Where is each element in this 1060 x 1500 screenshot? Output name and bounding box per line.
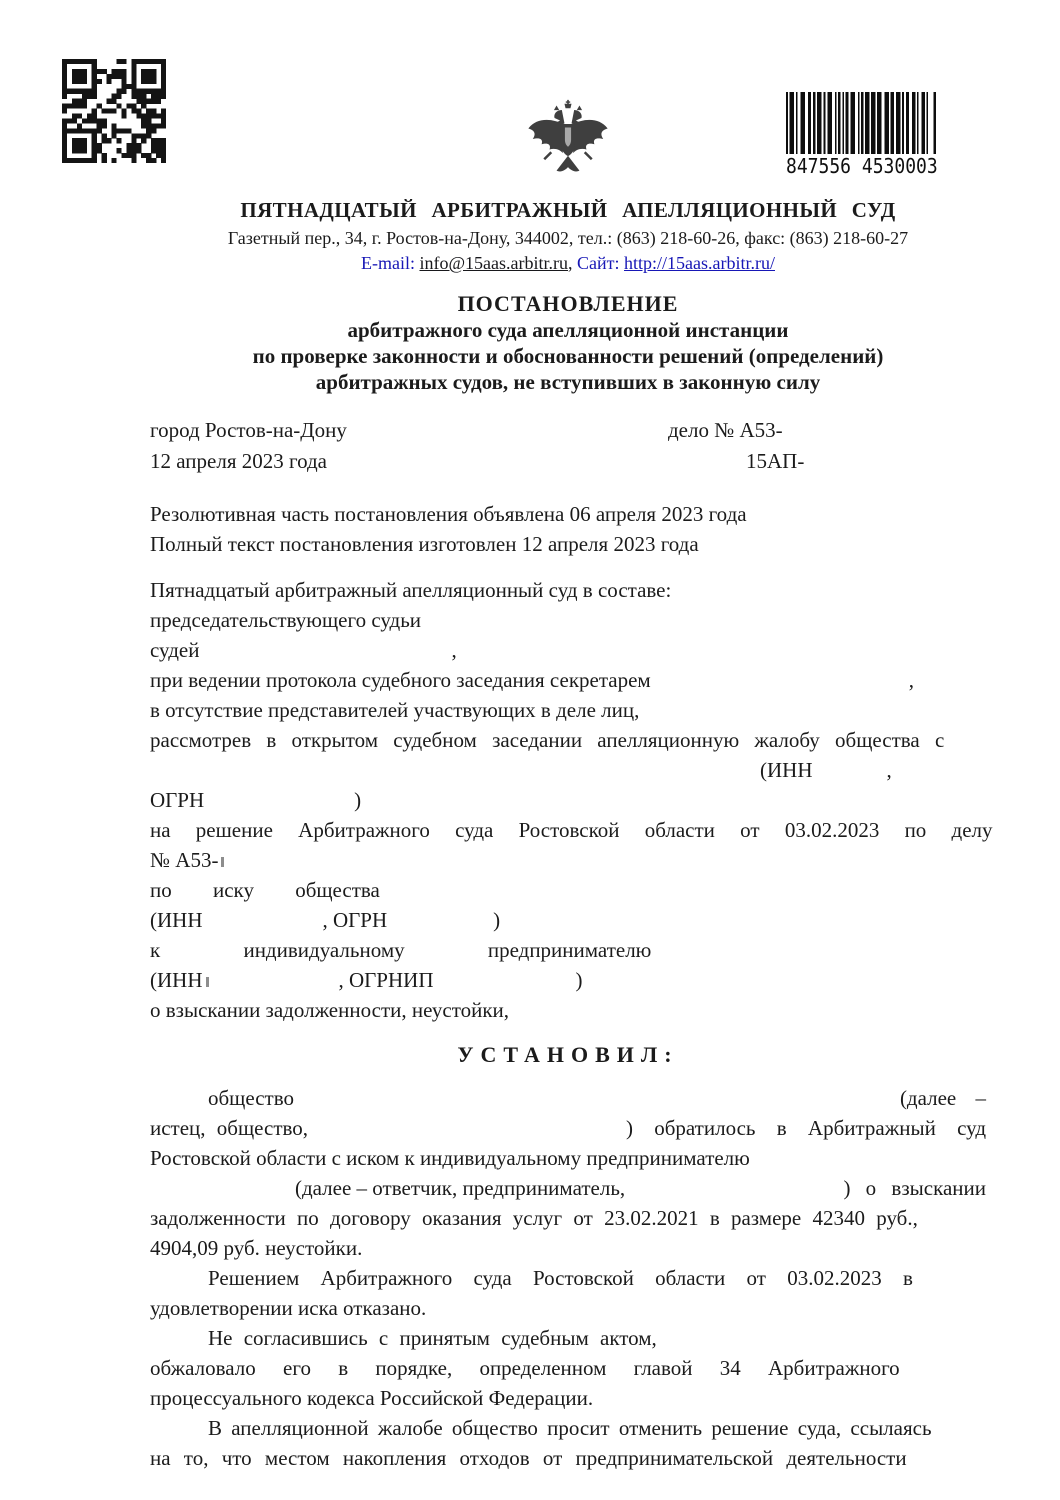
p2-l1-right: ) о взыскании (843, 1176, 986, 1200)
p1-l2-left: истец, общество, (150, 1116, 309, 1140)
ogrn-close: ) (354, 788, 362, 812)
p1-l1-right: (далее – (899, 1086, 986, 1110)
facts-p2-l3: 4904,09 руб. неустойки. (150, 1236, 363, 1260)
judges-comma: , (451, 638, 457, 662)
secretary-line (150, 665, 986, 695)
decision-date: 12 апреля 2023 года (150, 449, 327, 473)
barcode-digits: 847556 4530003 (786, 155, 938, 179)
absence-line: в отсутствие представителей участвующих в деле лиц, (150, 698, 640, 722)
document-subtitle-2: по проверке законности и обоснованности решений (определений) (252, 344, 884, 368)
court-address: Газетный пер., 34, г. Ростов-на-Дону, 344002, тел.: (863) 218-60-26, факс: (863) 218-60-27 (227, 228, 909, 248)
case-numbers (668, 415, 986, 477)
ogrn-label: ОГРН (150, 788, 205, 812)
p1-l2-right: ) обратилось в Арбитражный суд (625, 1116, 986, 1140)
ruling-heading: УСТАНОВИЛ: (457, 1042, 679, 1067)
full-text-line: Полный текст постановления изготовлен 12 апреля 2023 года (150, 532, 699, 556)
secretary-text: при ведении протокола судебного заседания секретарем (150, 668, 651, 692)
presiding-judge-line: председательствующего судьи (150, 608, 422, 632)
case-no-text: № А53- (150, 848, 219, 872)
claimant-line: по иску общества (150, 878, 380, 902)
respondent-line: к индивидуальному предпринимателю (150, 938, 652, 962)
coat-of-arms-icon (524, 98, 612, 180)
facts-p4-l1: Не согласившись с принятым судебным актом, (208, 1326, 657, 1350)
composition-intro: Пятнадцатый арбитражный апелляционный суд в составе: (150, 578, 672, 602)
p2-l1-left: (далее – ответчик, предприниматель, (295, 1176, 626, 1200)
facts-p2-l1 (150, 1173, 986, 1203)
judges-line (150, 635, 986, 665)
announcement-block (150, 499, 986, 559)
document-body (150, 198, 993, 1473)
facts-p3-l2: удовлетворении иска отказано. (150, 1296, 427, 1320)
court-name: ПЯТНАДЦАТЫЙ АРБИТРАЖНЫЙ АПЕЛЛЯЦИОННЫЙ СУД (240, 198, 896, 222)
claimant-inn-ogrn-line (150, 905, 986, 935)
appealed-decision-line: на решение Арбитражного суда Ростовской области от 03.02.2023 по делу (150, 818, 993, 842)
appellant-ogrn-line (150, 785, 986, 815)
redaction-artifact (221, 857, 224, 867)
site-label: Сайт: (577, 253, 625, 273)
claim-ogrn: , ОГРН (322, 908, 388, 932)
case-number: дело № А53- (668, 418, 783, 442)
barcode (786, 92, 938, 179)
contacts-separator: , (568, 253, 578, 273)
judges-label: судей (150, 638, 200, 662)
facts-block (150, 1083, 986, 1473)
resolutive-part-line: Резолютивная часть постановления объявлена 06 апреля 2023 года (150, 502, 747, 526)
claim-close: ) (493, 908, 501, 932)
city: город Ростов-на-Дону (150, 418, 347, 442)
court-contacts (150, 252, 986, 274)
facts-p5-l2: на то, что местом накопления отходов от предпринимательской деятельности (150, 1446, 907, 1470)
subject-line: о взыскании задолженности, неустойки, (150, 998, 510, 1022)
facts-p4-l3: процессуального кодекса Российской Федерации. (150, 1386, 594, 1410)
resp-ogrnip: , ОГРНИП (338, 968, 434, 992)
inn-open: (ИНН (760, 758, 813, 782)
facts-p1-l1 (150, 1083, 986, 1113)
qr-code-icon (62, 58, 166, 164)
resp-close: ) (575, 968, 583, 992)
document-subtitle-1: арбитражного суда апелляционной инстанции (347, 318, 789, 342)
case-no-line (150, 845, 986, 875)
email-link[interactable]: info@15aas.arbitr.ru (419, 253, 569, 273)
facts-p4-l2: обжаловало его в порядке, определенном главой 34 Арбитражного (150, 1356, 900, 1380)
document-subtitle-3: арбитражных судов, не вступивших в законную силу (315, 370, 821, 394)
email-label: E-mail: (360, 253, 420, 273)
facts-p1-l2 (150, 1113, 986, 1143)
composition-block (150, 575, 993, 1025)
p1-l1-left: общество (208, 1086, 294, 1110)
facts-p1-l3: Ростовской области с иском к индивидуальному предпринимателю (150, 1146, 750, 1170)
inn-comma: , (886, 758, 892, 782)
respondent-inn-ogrnip-line (150, 965, 986, 995)
document-title: ПОСТАНОВЛЕНИЕ (457, 291, 679, 316)
facts-p3-l1: Решением Арбитражного суда Ростовской области от 03.02.2023 в (208, 1266, 913, 1290)
resp-inn: (ИНН (150, 968, 203, 992)
redaction-artifact (206, 977, 209, 987)
place-and-date (150, 415, 668, 477)
facts-p5-l1: В апелляционной жалобе общество просит отменить решение суда, ссылаясь (208, 1416, 932, 1440)
document-title-block (150, 290, 986, 395)
appeal-number: 15АП- (746, 449, 805, 473)
considered-line: рассмотрев в открытом судебном заседании апелляционную жалобу общества с (150, 728, 945, 752)
case-header-row (150, 415, 986, 477)
facts-p2-l2: задолженности по договору оказания услуг от 23.02.2021 в размере 42340 руб., (150, 1206, 918, 1230)
appellant-inn-line (150, 755, 986, 785)
site-link[interactable]: http://15aas.arbitr.ru/ (624, 253, 775, 273)
secretary-comma: , (908, 668, 914, 692)
claim-inn: (ИНН (150, 908, 203, 932)
